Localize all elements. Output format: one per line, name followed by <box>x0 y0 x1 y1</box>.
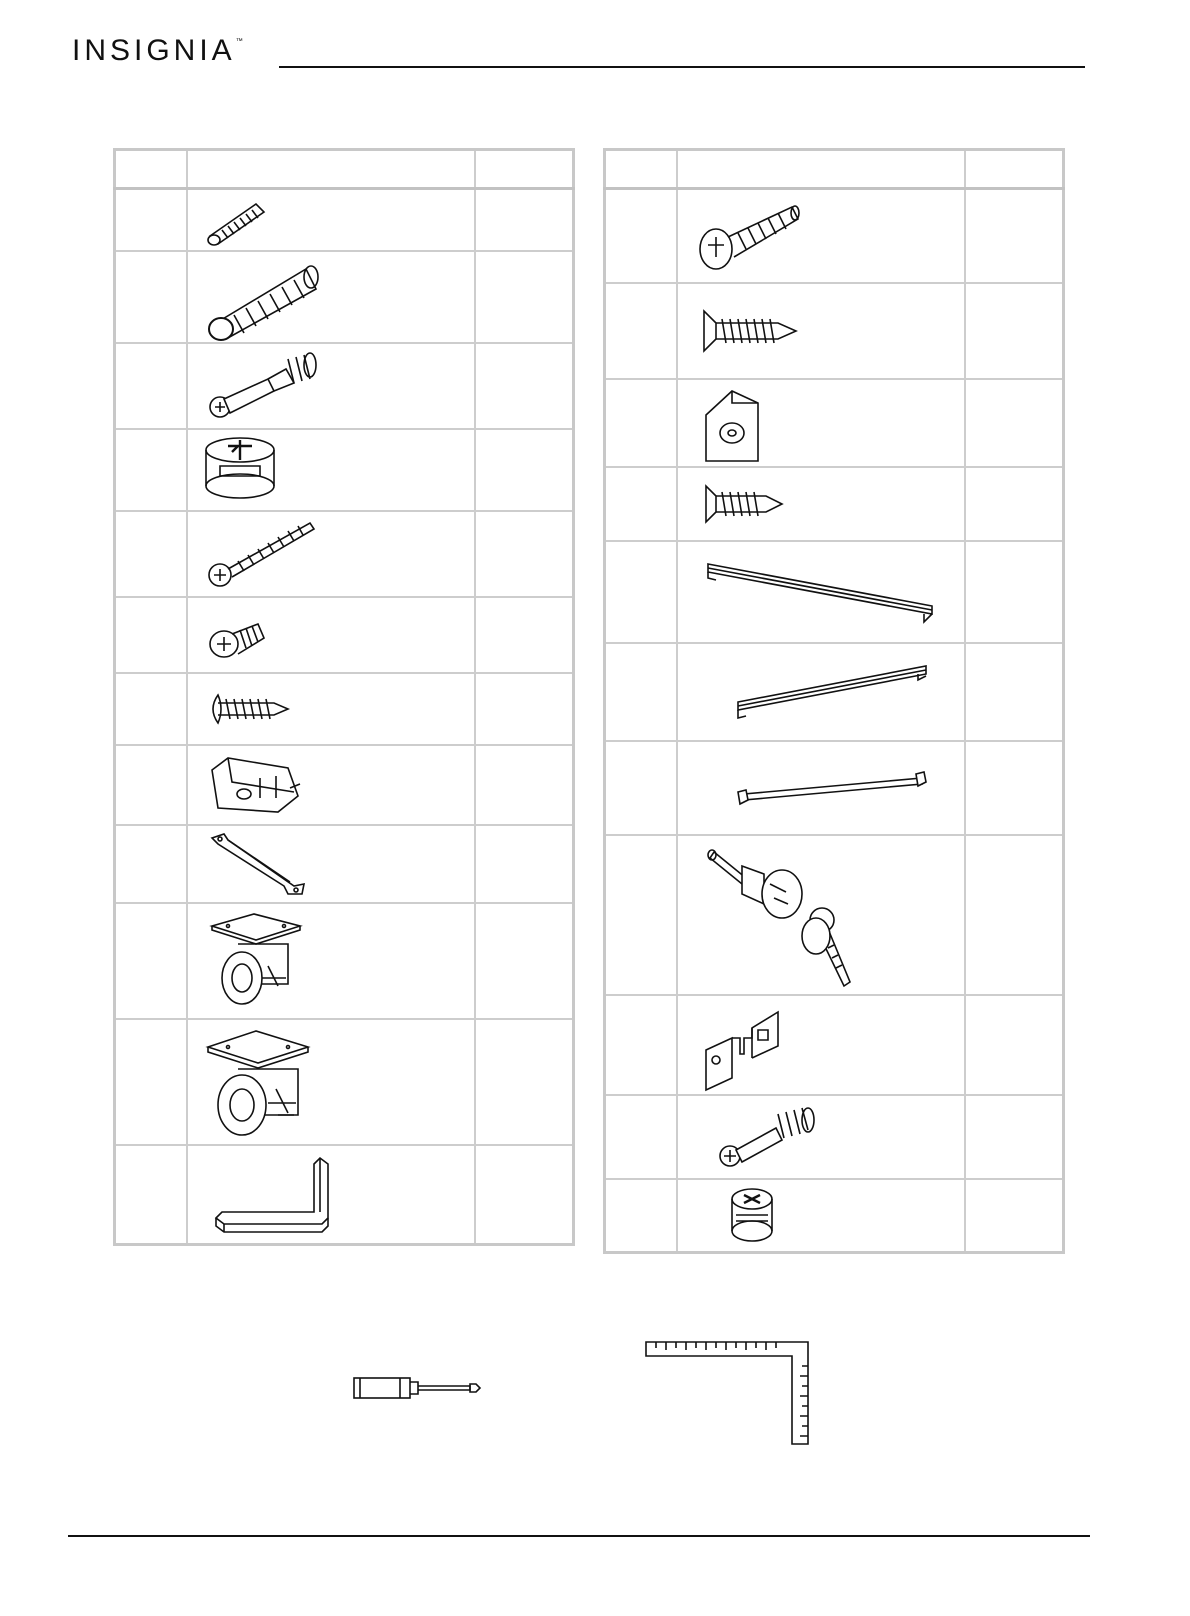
table-row <box>115 429 574 511</box>
table-row <box>115 511 574 597</box>
table-row <box>605 189 1064 283</box>
parts-table-left <box>113 148 575 1246</box>
table-row <box>115 189 574 251</box>
parts-table-right <box>603 148 1065 1254</box>
cam-bolt-icon <box>198 345 338 427</box>
header-cell-part <box>677 150 965 189</box>
phillips-screwdriver-icon <box>352 1374 484 1402</box>
table-row <box>605 283 1064 379</box>
header-cell-id <box>115 150 188 189</box>
table-row <box>605 995 1064 1095</box>
logo-text: INSIGNIA <box>72 34 236 67</box>
short-machine-screw-icon <box>198 602 288 668</box>
drawer-handle-icon <box>198 1148 348 1240</box>
pan-head-bolt-icon <box>688 193 818 279</box>
table-row <box>605 643 1064 741</box>
flat-head-screw-long-icon <box>688 301 808 361</box>
cam-lock-alt-icon <box>688 1181 788 1249</box>
corner-bracket-icon <box>688 381 788 465</box>
table-row <box>115 673 574 745</box>
small-wood-dowel-icon <box>198 192 288 248</box>
bent-metal-bracket-icon <box>688 998 808 1092</box>
table-row <box>115 1145 574 1245</box>
lock-with-keys-icon <box>688 838 858 992</box>
header-cell-qty <box>475 150 574 189</box>
header-cell-id <box>605 150 678 189</box>
header-rule <box>279 66 1085 68</box>
table-row <box>115 825 574 903</box>
footer-rule <box>68 1535 1090 1537</box>
plastic-shelf-support-icon <box>198 748 318 822</box>
table-header-row <box>605 150 1064 189</box>
table-row <box>115 745 574 825</box>
small-caster-wheel-icon <box>198 908 318 1014</box>
long-drawer-slide-icon <box>688 552 938 632</box>
table-row <box>605 1095 1064 1179</box>
table-row <box>605 741 1064 835</box>
cam-lock-icon <box>198 432 308 508</box>
table-row <box>605 379 1064 467</box>
cam-bolt-alt-icon <box>688 1098 828 1176</box>
insignia-logo <box>72 34 243 68</box>
medium-drawer-slide-icon <box>688 652 938 732</box>
trademark-symbol: ™ <box>235 38 243 45</box>
large-wood-dowel-icon <box>198 253 338 341</box>
header-cell-part <box>187 150 475 189</box>
metal-bracket-icon <box>198 828 318 900</box>
flat-head-screw-short-icon <box>688 474 798 534</box>
short-rail-icon <box>688 756 938 820</box>
table-row <box>115 251 574 343</box>
table-row <box>605 835 1064 995</box>
table-row <box>115 903 574 1019</box>
table-row <box>115 343 574 429</box>
table-header-row <box>115 150 574 189</box>
long-wood-screw-icon <box>198 513 328 595</box>
table-row <box>605 541 1064 643</box>
carpenter-square-icon <box>644 1340 814 1448</box>
large-caster-wheel-icon <box>198 1023 328 1141</box>
truss-head-screw-icon <box>198 681 298 737</box>
table-row <box>605 467 1064 541</box>
header-cell-qty <box>965 150 1064 189</box>
table-row <box>115 1019 574 1145</box>
table-row <box>115 597 574 673</box>
table-row <box>605 1179 1064 1253</box>
